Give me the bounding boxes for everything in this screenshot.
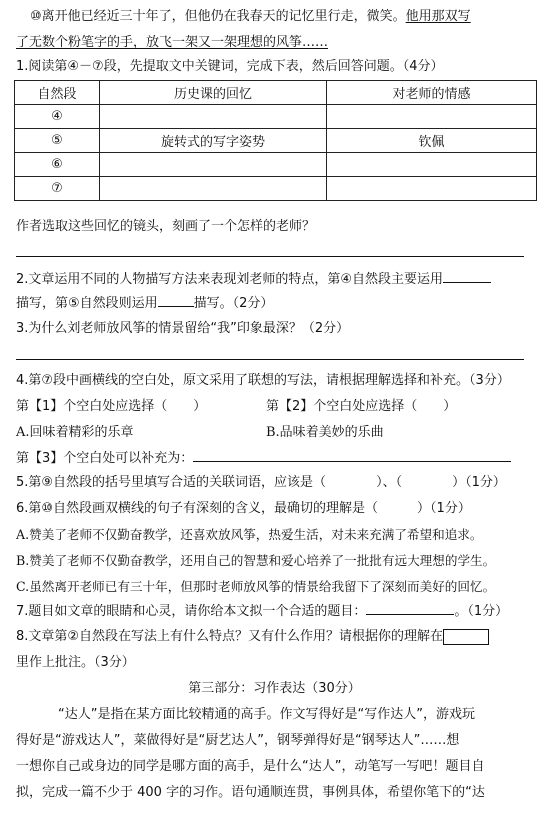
q8-line-1: [16, 628, 489, 646]
answer-line[interactable]: [16, 256, 524, 257]
q2-text: 2.文章运用不同的人物描写方法来表现刘老师的特点，第④自然段主要运用: [16, 272, 444, 287]
table-cell-memory[interactable]: [100, 177, 327, 201]
q1-followup: 作者选取这些回忆的镜头，刻画了一个怎样的老师？: [16, 219, 316, 234]
q4-prompt: 4.第⑦段中画横线的空白处，原文采用了联想的写法，请根据理解选择和补充。（3分）: [16, 373, 510, 388]
passage-underlined-text: 他用那双写: [405, 9, 471, 24]
header-paragraph: 自然段: [15, 81, 100, 105]
table-cell-paragraph: ⑥: [15, 153, 100, 177]
q1-prompt: 1.阅读第④－⑦段，先提取文中关键词，完成下表，然后回答问题。（4分）: [16, 59, 444, 74]
table-cell-feeling[interactable]: [327, 153, 537, 177]
q7-prompt: [16, 602, 508, 621]
q2-line-1: [16, 270, 491, 289]
q4-blank-3: [16, 449, 511, 468]
q4-blank-1[interactable]: 第【1】个空白处应选择（ ）: [16, 399, 207, 414]
q6-option-b: B.赞美了老师不仅勤奋教学，还用自己的智慧和爱心培养了一批批有远大理想的学生。: [16, 553, 496, 568]
q2-text: 描写。（2分）: [193, 296, 274, 311]
q5-prompt: [16, 474, 506, 492]
q5-text: ）、（: [376, 475, 403, 490]
answer-blank[interactable]: [443, 270, 491, 283]
table-header-row: [15, 81, 537, 105]
essay-prompt-line: 得好是“游戏达人”，菜做得好是“厨艺达人”，钢琴弹得好是“钢琴达人”……想: [16, 733, 460, 748]
recall-table: [14, 80, 537, 201]
table-row: [15, 153, 537, 177]
table-cell-paragraph: ⑤: [15, 129, 100, 153]
table-cell-memory[interactable]: [100, 105, 327, 129]
table-cell-feeling[interactable]: [327, 105, 537, 129]
answer-line[interactable]: [16, 359, 524, 360]
essay-prompt-line: “达人”是指在某方面比较精通的高手。作文写得好是“写作达人”，游戏玩: [58, 707, 475, 722]
essay-prompt-line: 拟，完成一篇不少于 400 字的习作。语句通顺连贯，事例具体，希望你笔下的“达: [16, 785, 485, 800]
q7-text: 。（1分）: [454, 604, 509, 619]
q4-text: 第【3】个空白处可以补充为：: [16, 451, 194, 466]
q4-option-a: A.回味着精彩的乐章: [16, 425, 134, 440]
passage-line-2: 了无数个粉笔字的手，放飞一架又一架理想的风筝……: [16, 35, 329, 50]
header-history-memory: 历史课的回忆: [100, 81, 327, 105]
q5-text: ）（1分）: [452, 475, 506, 490]
table-cell-memory[interactable]: [100, 153, 327, 177]
answer-blank[interactable]: [158, 294, 194, 307]
q5-text: 5.第⑨自然段的括号里填写合适的关联词语，应该是（: [16, 475, 327, 490]
header-feeling: 对老师的情感: [327, 81, 537, 105]
answer-blank[interactable]: [193, 449, 511, 462]
table-row: [15, 105, 537, 129]
q7-text: 7.题目如文章的眼睛和心灵，请你给本文拟一个合适的题目：: [16, 604, 367, 619]
table-row: [15, 129, 537, 153]
q2-text: 描写，第⑤自然段则运用: [16, 296, 158, 311]
passage-line-1: [30, 8, 471, 26]
q6-option-a: A.赞美了老师不仅勤奋教学，还喜欢放风筝，热爱生活，对未来充满了希望和追求。: [16, 527, 483, 542]
essay-prompt-line: 一想你自己或身边的同学是哪方面的高手，是什么“达人”，动笔写一写吧！题目自: [16, 759, 485, 774]
q4-blank-2[interactable]: 第【2】个空白处应选择（ ）: [266, 399, 457, 414]
table-cell-feeling[interactable]: [327, 177, 537, 201]
section-heading: 第三部分：习作表达（30分）: [188, 681, 361, 696]
q2-line-2: [16, 294, 273, 313]
title-answer-blank[interactable]: [366, 602, 454, 615]
table-row: [15, 177, 537, 201]
q8-text: 8.文章第②自然段在写法上有什么特点？又有什么作用？请根据你的理解在: [16, 629, 444, 644]
q4-option-b: B.品味着美妙的乐曲: [266, 425, 384, 440]
passage-text: ⑩离开他已经近三十年了，但他仍在我春天的记忆里行走，微笑。: [30, 9, 406, 24]
table-cell-feeling: 钦佩: [327, 129, 537, 153]
table-cell-memory: 旋转式的写字姿势: [100, 129, 327, 153]
table-cell-paragraph: ④: [15, 105, 100, 129]
q6-option-c: C.虽然离开老师已有三十年，但那时老师放风筝的情景给我留下了深刻而美好的回忆。: [16, 579, 496, 594]
q8-line-2: 里作上批注。（3分）: [16, 655, 135, 670]
table-cell-paragraph: ⑦: [15, 177, 100, 201]
annotation-box-icon: [443, 629, 489, 645]
q6-prompt: 6.第⑩自然段画双横线的句子有深刻的含义，最确切的理解是（ ）（1分）: [16, 501, 471, 516]
q3-prompt: 3.为什么刘老师放风筝的情景留给“我”印象最深？（2分）: [16, 321, 350, 336]
